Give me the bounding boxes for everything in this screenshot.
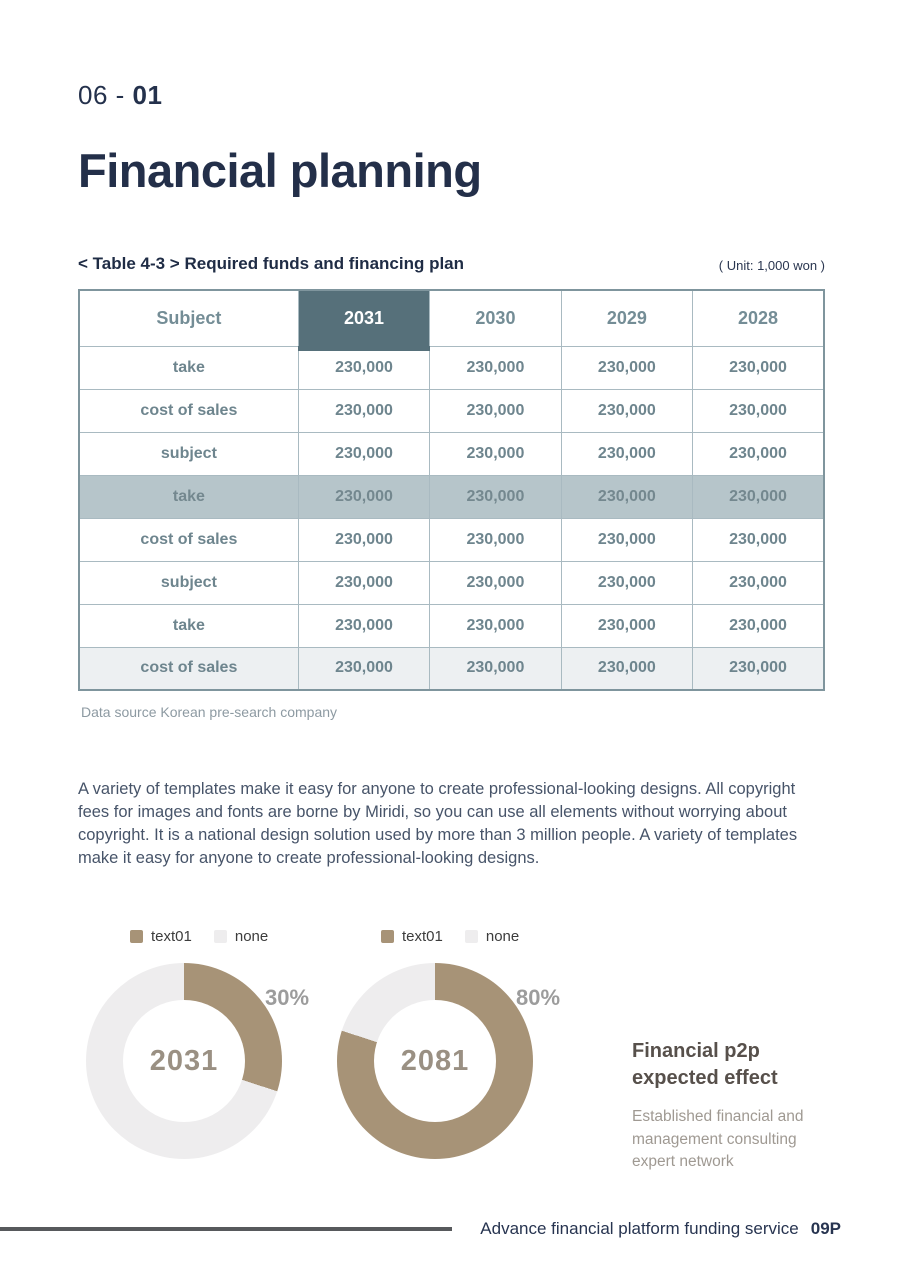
table-row	[79, 561, 824, 604]
table-row	[79, 432, 824, 475]
footer-divider-line	[0, 1227, 452, 1231]
column-header-subject: Subject	[79, 290, 298, 346]
table-cell: 230,000	[561, 518, 692, 561]
table-row	[79, 518, 824, 561]
donut-hole	[123, 1000, 245, 1122]
table-cell: 230,000	[430, 432, 561, 475]
donut-chart-2031	[86, 927, 310, 1159]
legend-swatch-none	[465, 930, 478, 943]
donut-value-label: 30%	[265, 985, 310, 1010]
table-cell: 230,000	[298, 475, 429, 518]
table-unit-note: ( Unit: 1,000 won )	[718, 258, 825, 273]
row-label: take	[79, 346, 298, 389]
row-label: subject	[79, 561, 298, 604]
table-cell: 230,000	[693, 518, 824, 561]
table-cell: 230,000	[298, 346, 429, 389]
page-header	[78, 80, 482, 198]
donut-ring	[86, 963, 282, 1159]
row-label: cost of sales	[79, 647, 298, 690]
chart-legend	[381, 928, 537, 944]
table-cell: 230,000	[298, 518, 429, 561]
table-cell: 230,000	[430, 475, 561, 518]
table-cell: 230,000	[693, 475, 824, 518]
donut-center-label: 2081	[400, 1044, 470, 1077]
section-number-bold: 01	[132, 80, 163, 110]
table-cell: 230,000	[693, 346, 824, 389]
chart-legend	[130, 928, 286, 944]
donut-center-label: 2031	[149, 1044, 219, 1077]
table-row	[79, 346, 824, 389]
column-header-2030: 2030	[430, 290, 561, 346]
row-label: take	[79, 604, 298, 647]
legend-swatch-text01	[381, 930, 394, 943]
body-paragraph: A variety of templates make it easy for anyone to create professional-looking designs. All copyright fees for images and fonts are borne by Miridi, so you can use all elements without worrying about copyright. It is a national design solution used by more than 3 million people. A variety of templates make it easy for anyone to create professional-looking designs.	[78, 780, 798, 867]
table-cell: 230,000	[561, 389, 692, 432]
table-cell: 230,000	[430, 389, 561, 432]
table-section	[78, 254, 825, 720]
table-cell: 230,000	[430, 518, 561, 561]
table-cell: 230,000	[430, 346, 561, 389]
footer-service-text: Advance financial platform funding service	[480, 1219, 799, 1238]
table-cell: 230,000	[298, 389, 429, 432]
table-cell: 230,000	[298, 604, 429, 647]
table-cell: 230,000	[430, 647, 561, 690]
donut-value-label: 80%	[516, 985, 561, 1010]
table-cell: 230,000	[693, 432, 824, 475]
legend-label-none: none	[485, 927, 520, 945]
table-cell: 230,000	[561, 561, 692, 604]
donut-chart-2081	[337, 927, 561, 1159]
financial-table	[78, 289, 825, 691]
column-header-2028: 2028	[693, 290, 824, 346]
footer-page-number: 09P	[810, 1219, 841, 1238]
column-header-2031: 2031	[298, 290, 429, 346]
effect-description: Established financial and management consulting expert network	[632, 1108, 804, 1171]
table-row	[79, 389, 824, 432]
row-label: take	[79, 475, 298, 518]
legend-label-text01: text01	[151, 927, 192, 945]
effect-text-block	[632, 1038, 832, 1174]
column-header-2029: 2029	[561, 290, 692, 346]
data-source-note: Data source Korean pre-search company	[81, 704, 338, 720]
table-cell: 230,000	[561, 346, 692, 389]
donut-ring	[337, 963, 533, 1159]
table-cell: 230,000	[561, 475, 692, 518]
row-label: cost of sales	[79, 389, 298, 432]
effect-heading: Financial p2p expected effect	[632, 1040, 778, 1089]
donut-wrap	[86, 963, 310, 1159]
section-number	[78, 80, 482, 111]
table-cell: 230,000	[430, 604, 561, 647]
table-caption-row	[78, 254, 825, 274]
table-cell: 230,000	[561, 604, 692, 647]
table-row-shaded	[79, 647, 824, 690]
table-header-row	[79, 290, 824, 346]
table-cell: 230,000	[693, 389, 824, 432]
table-cell: 230,000	[298, 647, 429, 690]
table-cell: 230,000	[693, 647, 824, 690]
donut-wrap	[337, 963, 561, 1159]
table-cell: 230,000	[693, 604, 824, 647]
page-title: Financial planning	[78, 144, 482, 197]
table-row-highlighted	[79, 475, 824, 518]
table-cell: 230,000	[430, 561, 561, 604]
footer	[480, 1219, 841, 1239]
legend-swatch-none	[214, 930, 227, 943]
donut-hole	[374, 1000, 496, 1122]
legend-label-none: none	[234, 927, 269, 945]
table-caption: < Table 4-3 > Required funds and financing plan	[78, 254, 465, 273]
table-cell: 230,000	[298, 432, 429, 475]
legend-swatch-text01	[130, 930, 143, 943]
legend-label-text01: text01	[402, 927, 443, 945]
section-number-prefix: 06 -	[78, 80, 133, 110]
table-row	[79, 604, 824, 647]
row-label: cost of sales	[79, 518, 298, 561]
table-cell: 230,000	[561, 432, 692, 475]
table-cell: 230,000	[693, 561, 824, 604]
table-cell: 230,000	[561, 647, 692, 690]
table-cell: 230,000	[298, 561, 429, 604]
row-label: subject	[79, 432, 298, 475]
